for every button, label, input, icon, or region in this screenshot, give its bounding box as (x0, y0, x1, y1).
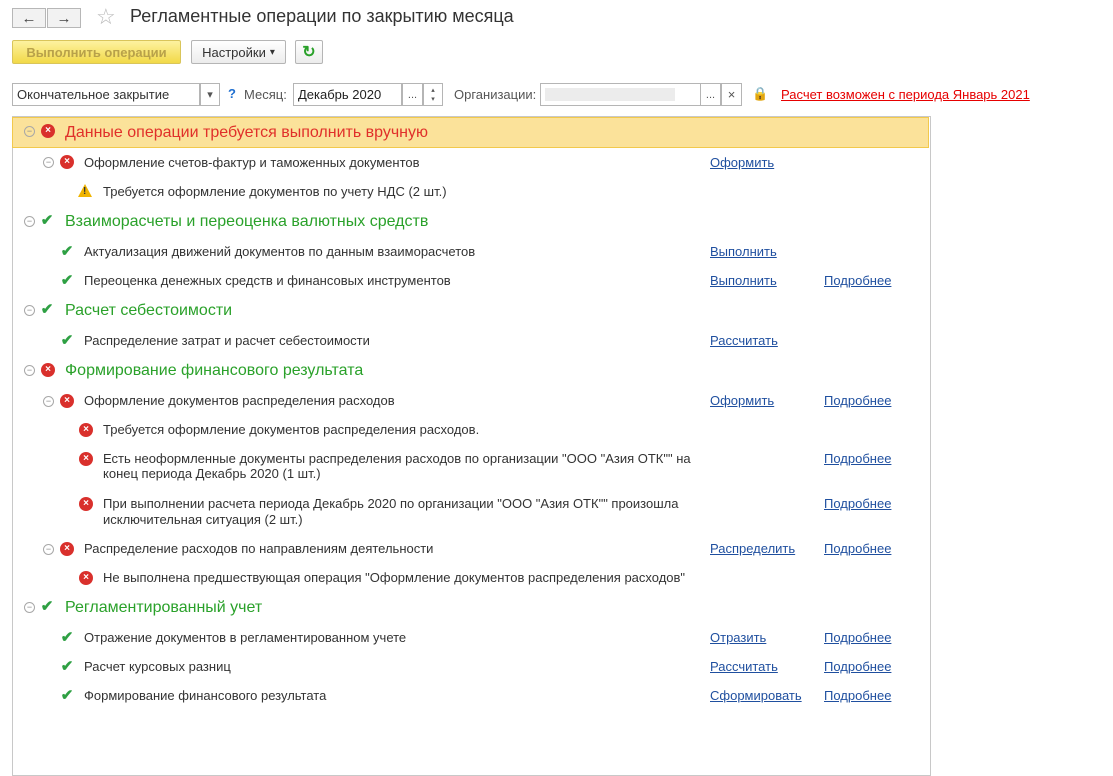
operation-action-link[interactable]: Выполнить (710, 273, 777, 288)
organizations-field[interactable] (540, 83, 701, 106)
spinner-down-icon: ▾ (431, 95, 435, 103)
check-icon: ✔ (60, 629, 74, 646)
operation-label: Формирование финансового результата (84, 688, 327, 703)
month-select-button[interactable]: ... (402, 83, 423, 106)
operation-label: Переоценка денежных средств и финансовых инструментов (84, 273, 451, 288)
organizations-clear-button[interactable] (721, 83, 742, 106)
organizations-value-blurred (545, 88, 675, 101)
issue-label-continued: исключительная ситуация (2 шт.) (103, 512, 303, 527)
run-operations-button[interactable]: Выполнить операции (12, 40, 181, 64)
refresh-icon: ↻ (302, 44, 316, 61)
close-icon: × (727, 87, 736, 102)
group-title: Формирование финансового результата (65, 362, 364, 379)
check-icon: ✔ (40, 212, 54, 229)
issue-label-continued: конец периода Декабрь 2020 (1 шт.) (103, 466, 321, 481)
details-link[interactable]: Подробнее (824, 393, 892, 408)
operation-label: Оформление документов распределения расходов (84, 393, 395, 408)
period-warning-link[interactable]: Расчет возможен с периода Январь 2021 (781, 87, 1030, 102)
arrow-right-icon: → (56, 9, 72, 27)
issue-label: Есть неоформленные документы распределения расходов по организации "ООО "Азия ОТК"" на (103, 451, 691, 466)
arrow-left-icon: ← (21, 9, 37, 27)
month-label: Месяц: (244, 87, 287, 102)
check-icon: ✔ (60, 687, 74, 704)
back-button[interactable] (12, 8, 46, 28)
operation-action-link[interactable]: Сформировать (710, 688, 802, 703)
details-link[interactable]: Подробнее (824, 541, 892, 556)
check-icon: ✔ (40, 301, 54, 318)
error-icon: × (79, 497, 93, 511)
closing-mode-select[interactable]: Окончательное закрытие (12, 83, 200, 106)
operation-label: Расчет курсовых разниц (84, 659, 231, 674)
details-link[interactable]: Подробнее (824, 630, 892, 645)
check-icon: ✔ (60, 658, 74, 675)
operation-label: Отражение документов в регламентированном учете (84, 630, 407, 645)
chevron-down-icon: ▾ (269, 46, 275, 58)
issue-label: Требуется оформление документов распределения расходов. (103, 422, 480, 437)
error-icon: × (79, 423, 93, 437)
group-title: Данные операции требуется выполнить вручную (65, 124, 429, 141)
details-link[interactable]: Подробнее (824, 688, 892, 703)
collapse-icon[interactable]: − (24, 305, 35, 316)
operation-action-link[interactable]: Оформить (710, 155, 775, 170)
mode-dropdown-button[interactable] (200, 83, 220, 106)
organizations-select-button[interactable]: ... (700, 83, 721, 106)
forward-button[interactable] (47, 8, 81, 28)
error-icon: × (41, 124, 55, 138)
collapse-icon[interactable]: − (43, 544, 54, 555)
favorite-star-icon[interactable]: ☆ (96, 4, 116, 29)
operation-action-link[interactable]: Рассчитать (710, 333, 778, 348)
operation-action-link[interactable]: Рассчитать (710, 659, 778, 674)
error-icon: × (60, 394, 74, 408)
collapse-icon[interactable]: − (24, 365, 35, 376)
help-icon[interactable]: ? (228, 86, 236, 101)
refresh-button[interactable] (295, 40, 323, 64)
error-icon: × (60, 155, 74, 169)
operation-label: Актуализация движений документов по данным взаиморасчетов (84, 244, 476, 259)
issue-label: Не выполнена предшествующая операция "Оформление документов распределения расходов" (103, 570, 686, 585)
lock-icon: 🔒 (752, 86, 769, 101)
check-icon: ✔ (40, 598, 54, 615)
settings-label: Настройки (202, 44, 266, 60)
operation-label: Оформление счетов-фактур и таможенных документов (84, 155, 420, 170)
operation-action-link[interactable]: Отразить (710, 630, 767, 645)
group-title: Расчет себестоимости (65, 302, 233, 319)
group-title: Регламентированный учет (65, 599, 263, 616)
page-title: Регламентные операции по закрытию месяца (130, 6, 514, 26)
error-icon: × (41, 363, 55, 377)
check-icon: ✔ (60, 272, 74, 289)
chevron-down-icon: ▾ (207, 89, 213, 101)
operation-label: Распределение затрат и расчет себестоимости (84, 333, 370, 348)
collapse-icon[interactable]: − (43, 157, 54, 168)
details-link[interactable]: Подробнее (824, 273, 892, 288)
error-icon: × (60, 542, 74, 556)
issue-label: При выполнении расчета периода Декабрь 2020 по организации "ООО "Азия ОТК"" произошла (103, 496, 679, 511)
group-title: Взаиморасчеты и переоценка валютных средств (65, 213, 429, 230)
details-link[interactable]: Подробнее (824, 451, 892, 466)
error-icon: × (79, 571, 93, 585)
month-field[interactable]: Декабрь 2020 (293, 83, 402, 106)
check-icon: ✔ (60, 332, 74, 349)
collapse-icon[interactable]: − (24, 216, 35, 227)
collapse-icon[interactable]: − (43, 396, 54, 407)
operation-action-link[interactable]: Выполнить (710, 244, 777, 259)
details-link[interactable]: Подробнее (824, 496, 892, 511)
collapse-icon[interactable]: − (24, 126, 35, 137)
operation-action-link[interactable]: Распределить (710, 541, 796, 556)
collapse-icon[interactable]: − (24, 602, 35, 613)
settings-button[interactable] (191, 40, 286, 64)
issue-label: Требуется оформление документов по учету НДС (2 шт.) (103, 184, 447, 199)
warning-mark: ! (83, 186, 87, 197)
spinner-up-icon: ▴ (431, 86, 435, 94)
error-icon: × (79, 452, 93, 466)
details-link[interactable]: Подробнее (824, 659, 892, 674)
month-spinner[interactable] (423, 83, 443, 106)
operation-label: Распределение расходов по направлениям деятельности (84, 541, 434, 556)
operation-action-link[interactable]: Оформить (710, 393, 775, 408)
check-icon: ✔ (60, 243, 74, 260)
organizations-label: Организации: (454, 87, 537, 102)
